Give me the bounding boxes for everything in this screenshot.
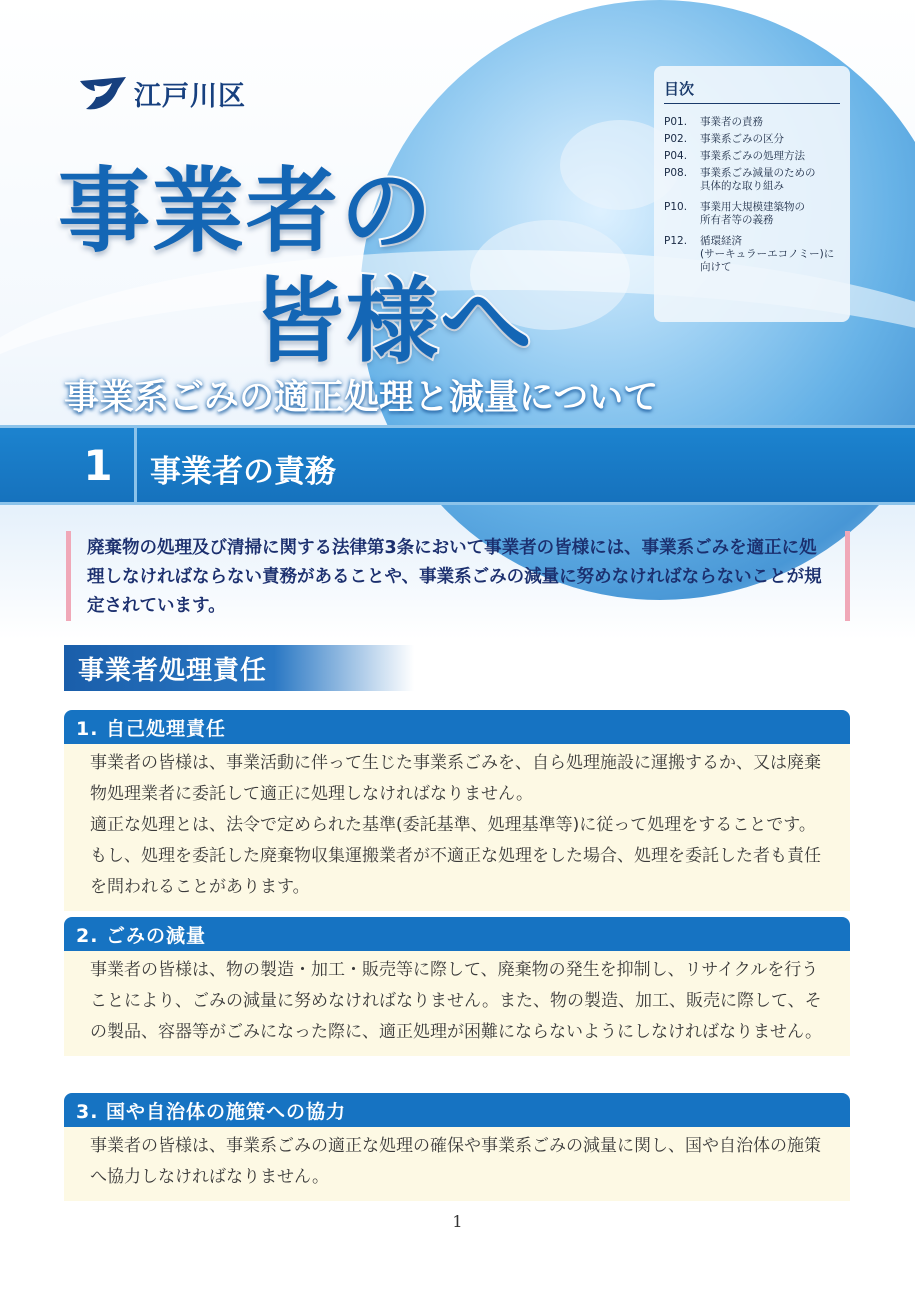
card-paragraph: 事業者の皆様は、事業活動に伴って生じた事業系ごみを、自ら処理施設に運搬するか、又は廃棄物処理業者に委託して適正に処理しなければなりません。 bbox=[90, 753, 821, 804]
table-of-contents bbox=[654, 66, 850, 322]
logo-text: 江戸川区 bbox=[134, 81, 246, 112]
ward-logo bbox=[78, 74, 246, 113]
card-header bbox=[64, 1093, 850, 1127]
card-title: 2. ごみの減量 bbox=[76, 924, 207, 947]
toc-page: P01. bbox=[664, 116, 688, 128]
toc-page: P12. bbox=[664, 235, 688, 247]
toc-text: 事業系ごみの処理方法 bbox=[700, 150, 805, 162]
section-number: 1 bbox=[83, 440, 113, 490]
card-title: 1. 自己処理責任 bbox=[76, 717, 227, 740]
page-number: 1 bbox=[452, 1212, 463, 1231]
toc-text: 事業系ごみ減量のための 具体的な取り組み bbox=[700, 167, 816, 192]
toc-item[interactable] bbox=[664, 133, 840, 146]
card-waste-reduction bbox=[64, 917, 850, 1056]
intro-text: 廃棄物の処理及び清掃に関する法律第3条において事業者の皆様には、事業系ごみを適正に処理しなければならない責務があることや、事業系ごみの減量に努めなければならないことが規定されています。 bbox=[87, 538, 822, 616]
toc-text: 事業用大規模建築物の 所有者等の義務 bbox=[700, 201, 805, 226]
toc-item[interactable] bbox=[664, 235, 840, 274]
toc-page: P02. bbox=[664, 133, 688, 145]
card-paragraph: 適正な処理とは、法令で定められた基準(委託基準、処理基準等)に従って処理をすることです。もし、処理を委託した廃棄物収集運搬業者が不適正な処理をした場合、処理を委託した者も責任を問われることがあります。 bbox=[90, 815, 821, 897]
card-paragraph: 事業者の皆様は、事業系ごみの適正な処理の確保や事業系ごみの減量に関し、国や自治体の施策へ協力しなければなりません。 bbox=[90, 1136, 821, 1187]
section-divider bbox=[134, 428, 137, 502]
card-self-disposal bbox=[64, 710, 850, 911]
card-header bbox=[64, 710, 850, 744]
toc-text: 循環経済 (サーキュラーエコノミー)に 向けて bbox=[700, 235, 835, 273]
card-header bbox=[64, 917, 850, 951]
toc-page: P04. bbox=[664, 150, 688, 162]
toc-item[interactable] bbox=[664, 116, 840, 129]
toc-text: 事業系ごみの区分 bbox=[700, 133, 784, 145]
card-body bbox=[64, 1127, 850, 1201]
card-paragraph: 事業者の皆様は、物の製造・加工・販売等に際して、廃棄物の発生を抑制し、リサイクルを行うことにより、ごみの減量に努めなければなりません。また、物の製造、加工、販売に際して、その製品、容器等がごみになった際に、適正処理が困難にならないようにしなければなりません。 bbox=[90, 960, 823, 1042]
card-body bbox=[64, 951, 850, 1056]
main-title-line1: 事業者の bbox=[58, 158, 435, 265]
toc-page: P10. bbox=[664, 201, 688, 213]
card-body bbox=[64, 744, 850, 911]
card-title: 3. 国や自治体の施策への協力 bbox=[76, 1100, 347, 1123]
toc-item[interactable] bbox=[664, 201, 840, 227]
responsibility-heading bbox=[64, 645, 414, 691]
section-header-bar bbox=[0, 425, 915, 505]
toc-item[interactable] bbox=[664, 167, 840, 193]
toc-text: 事業者の責務 bbox=[700, 116, 763, 128]
toc-title: 目次 bbox=[664, 78, 840, 104]
intro-box bbox=[66, 531, 850, 621]
responsibility-heading-text: 事業者処理責任 bbox=[78, 655, 268, 686]
card-cooperation bbox=[64, 1093, 850, 1201]
toc-item[interactable] bbox=[664, 150, 840, 163]
edogawa-logo-icon bbox=[78, 75, 128, 113]
main-title-line2: 皆様へ bbox=[252, 268, 535, 375]
toc-page: P08. bbox=[664, 167, 688, 179]
subtitle: 事業系ごみの適正処理と減量について bbox=[64, 378, 659, 418]
section-title: 事業者の責務 bbox=[150, 454, 336, 490]
